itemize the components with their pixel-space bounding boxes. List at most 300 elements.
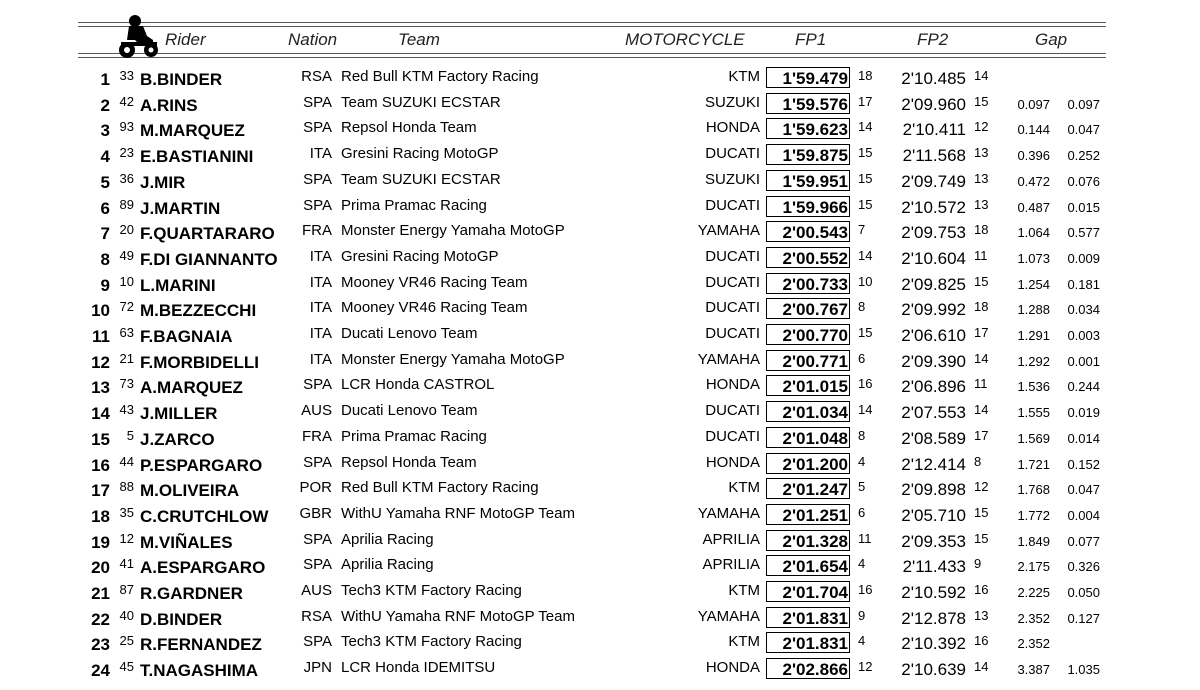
gap-to-first: 1.254 — [1017, 276, 1050, 292]
header-rule-bottom-inner — [78, 57, 1106, 58]
gap-to-first: 1.288 — [1017, 302, 1050, 318]
header-motorcycle: MOTORCYCLE — [625, 30, 745, 49]
fp1-time: 2'00.770 — [782, 326, 848, 345]
fp1-time: 1'59.951 — [782, 171, 848, 191]
gap-to-first: 1.064 — [1017, 225, 1050, 241]
fp2-time: 2'09.749 — [901, 171, 966, 191]
fp2-laps: 13 — [974, 145, 989, 161]
fp1-laps: 15 — [858, 145, 873, 161]
team: Mooney VR46 Racing Team — [341, 299, 528, 317]
gap-to-previous: 0.077 — [1067, 533, 1100, 549]
gap-to-previous: 0.181 — [1067, 276, 1100, 292]
position: 13 — [91, 378, 110, 398]
gap-to-first: 0.472 — [1017, 173, 1050, 189]
header-team: Team — [398, 30, 440, 49]
position: 21 — [91, 584, 110, 603]
fp1-time: 2'01.831 — [782, 608, 848, 628]
rider-name: J.MILLER — [140, 404, 218, 424]
motorcycle-rider-icon — [113, 12, 161, 60]
fp1-laps: 4 — [858, 556, 866, 572]
rider-number: 5 — [126, 427, 134, 443]
rider-name: A.ESPARGARO — [140, 558, 266, 578]
fp2-time: 2'09.753 — [901, 223, 966, 243]
team: Red Bull KTM Factory Racing — [341, 479, 539, 497]
position: 2 — [100, 95, 110, 115]
fp2-time: 2'05.710 — [901, 505, 966, 525]
rider-number: 41 — [119, 556, 134, 572]
team: LCR Honda CASTROL — [341, 376, 495, 394]
gap-to-previous: 0.326 — [1067, 559, 1100, 575]
team: Monster Energy Yamaha MotoGP — [341, 222, 565, 240]
gap-to-previous: 0.019 — [1067, 405, 1100, 421]
gap-to-previous: 0.076 — [1067, 173, 1100, 189]
team: Prima Pramac Racing — [341, 196, 487, 214]
fp1-laps: 12 — [858, 659, 873, 675]
fp1-laps: 15 — [858, 196, 873, 212]
fp1-time: 2'00.771 — [782, 351, 848, 371]
fp2-laps: 15 — [974, 504, 989, 520]
gap-to-previous: 0.014 — [1067, 430, 1100, 446]
motorcycle: KTM — [728, 68, 760, 85]
rider-name: E.BASTIANINI — [140, 147, 254, 167]
fp1-laps: 17 — [858, 93, 873, 109]
nation: ITA — [309, 247, 332, 265]
fp2-laps: 13 — [974, 196, 989, 212]
nation: ITA — [309, 145, 332, 163]
fp2-laps: 14 — [974, 350, 989, 366]
rider-number: 20 — [119, 222, 134, 238]
table-row — [0, 143, 1200, 169]
position: 22 — [91, 609, 110, 629]
fp1-laps: 16 — [858, 582, 873, 597]
fp1-time: 2'01.247 — [782, 480, 848, 500]
fp2-time: 2'09.960 — [901, 94, 966, 114]
rider-number: 72 — [119, 299, 134, 315]
gap-to-previous: 0.152 — [1067, 456, 1100, 472]
fp1-time: 1'59.875 — [782, 146, 848, 166]
gap-to-first: 1.569 — [1017, 430, 1050, 446]
team: Team SUZUKI ECSTAR — [341, 93, 501, 111]
gap-to-previous: 0.034 — [1067, 302, 1100, 318]
position: 19 — [91, 532, 110, 552]
fp1-laps: 8 — [858, 299, 866, 315]
gap-to-first: 0.487 — [1017, 199, 1050, 215]
team: Tech3 KTM Factory Racing — [341, 633, 522, 651]
fp2-time: 2'10.604 — [901, 248, 966, 268]
fp1-time: 1'59.576 — [782, 94, 848, 114]
fp2-laps: 14 — [974, 659, 989, 675]
gap-to-first: 0.144 — [1017, 122, 1050, 138]
rider-number: 89 — [119, 196, 134, 212]
rider-name: M.BEZZECCHI — [140, 301, 257, 321]
rider-name: R.GARDNER — [140, 584, 243, 603]
gap-to-first: 1.292 — [1017, 353, 1050, 369]
gap-to-previous: 0.003 — [1067, 328, 1100, 343]
rider-number: 45 — [119, 659, 134, 675]
table-row — [0, 220, 1200, 246]
fp1-laps: 7 — [858, 222, 866, 238]
nation: AUS — [301, 402, 332, 420]
fp2-laps: 12 — [974, 119, 989, 135]
team: WithU Yamaha RNF MotoGP Team — [341, 607, 575, 625]
fp2-laps: 9 — [974, 556, 982, 572]
fp2-time: 2'08.589 — [901, 428, 966, 448]
nation: FRA — [302, 222, 332, 240]
team: Mooney VR46 Racing Team — [341, 273, 528, 291]
table-row — [0, 631, 1200, 657]
position: 18 — [91, 506, 110, 526]
rider-number: 36 — [119, 170, 134, 186]
fp2-time: 2'09.898 — [901, 480, 966, 500]
fp2-time: 2'12.414 — [901, 454, 966, 474]
motorcycle: YAMAHA — [697, 350, 760, 368]
position: 3 — [100, 121, 110, 141]
fp2-laps: 17 — [974, 427, 989, 443]
table-row — [0, 374, 1200, 400]
table-row — [0, 246, 1200, 272]
gap-to-first: 2.225 — [1017, 585, 1050, 600]
motorcycle: YAMAHA — [697, 504, 760, 522]
fp2-laps: 13 — [974, 170, 989, 186]
gap-to-previous: 0.127 — [1067, 610, 1100, 626]
gap-to-first: 1.849 — [1017, 533, 1050, 549]
table-row — [0, 323, 1200, 349]
position: 15 — [91, 429, 110, 449]
rider-name: C.CRUTCHLOW — [140, 506, 269, 526]
fp2-laps: 16 — [974, 582, 989, 597]
motorcycle: HONDA — [705, 659, 760, 677]
motorcycle: SUZUKI — [704, 93, 760, 111]
rider-name: F.DI GIANNANTO — [140, 249, 278, 269]
rider-name: T.NAGASHIMA — [140, 661, 259, 681]
table-row — [0, 503, 1200, 529]
position: 23 — [91, 635, 110, 655]
rider-number: 88 — [119, 479, 134, 495]
motorcycle: DUCATI — [705, 196, 760, 214]
fp1-laps: 6 — [858, 504, 866, 520]
nation: SPA — [303, 196, 332, 214]
gap-to-first: 2.352 — [1017, 636, 1050, 652]
fp2-time: 2'09.353 — [901, 531, 966, 551]
nation: GBR — [299, 504, 332, 522]
position: 24 — [91, 661, 110, 681]
team: WithU Yamaha RNF MotoGP Team — [341, 504, 575, 522]
table-row — [0, 452, 1200, 478]
table-row — [0, 92, 1200, 118]
fp1-laps: 5 — [858, 479, 866, 495]
position: 20 — [91, 558, 110, 578]
fp1-time: 1'59.623 — [782, 120, 848, 140]
fp1-time: 2'01.831 — [782, 634, 848, 654]
gap-to-previous: 0.252 — [1067, 148, 1100, 164]
gap-to-first: 1.555 — [1017, 405, 1050, 421]
motorcycle: HONDA — [705, 119, 760, 137]
nation: SPA — [303, 633, 332, 651]
position: 14 — [91, 404, 110, 424]
gap-to-first: 0.396 — [1017, 148, 1050, 164]
header-fp2: FP2 — [917, 30, 949, 49]
fp2-laps: 18 — [974, 299, 989, 315]
fp2-laps: 15 — [974, 530, 989, 546]
fp2-time: 2'06.610 — [901, 326, 966, 345]
team: Gresini Racing MotoGP — [341, 145, 499, 163]
header-nation: Nation — [288, 30, 338, 49]
fp2-time: 2'10.592 — [901, 583, 966, 602]
team: Team SUZUKI ECSTAR — [341, 170, 501, 188]
team: Tech3 KTM Factory Racing — [341, 582, 522, 599]
motorcycle: DUCATI — [705, 325, 760, 342]
fp1-time: 2'01.048 — [782, 428, 848, 448]
fp2-time: 2'09.390 — [901, 351, 966, 371]
fp2-laps: 11 — [974, 376, 988, 392]
rider-number: 73 — [119, 376, 134, 392]
motorcycle: DUCATI — [705, 427, 760, 445]
fp1-time: 2'00.767 — [782, 300, 848, 320]
motorcycle: DUCATI — [705, 299, 760, 317]
nation: SPA — [303, 170, 332, 188]
team: Monster Energy Yamaha MotoGP — [341, 350, 565, 368]
position: 6 — [100, 198, 110, 218]
table-row — [0, 195, 1200, 221]
position: 5 — [100, 172, 110, 192]
rider-number: 44 — [119, 453, 134, 469]
rider-number: 25 — [119, 633, 134, 649]
fp1-time: 2'01.251 — [782, 505, 848, 525]
position: 11 — [92, 327, 110, 346]
rider-number: 33 — [119, 68, 134, 83]
rider-name: L.MARINI — [140, 275, 216, 295]
motorcycle: KTM — [728, 633, 760, 651]
fp1-laps: 15 — [858, 325, 873, 340]
gap-to-previous: 1.035 — [1067, 662, 1100, 678]
position: 16 — [91, 455, 110, 475]
gap-to-first: 0.097 — [1017, 96, 1050, 112]
table-row — [0, 349, 1200, 375]
gap-to-previous: 0.097 — [1067, 96, 1100, 112]
motorcycle: HONDA — [705, 453, 760, 471]
fp2-laps: 13 — [974, 607, 989, 623]
team: LCR Honda IDEMITSU — [341, 659, 496, 677]
rider-number: 12 — [119, 530, 134, 546]
table-row — [0, 606, 1200, 632]
team: Ducati Lenovo Team — [341, 402, 478, 420]
fp1-laps: 14 — [858, 119, 873, 135]
rider-name: M.OLIVEIRA — [140, 481, 240, 501]
rider-number: 10 — [119, 273, 134, 289]
motorcycle: DUCATI — [705, 402, 760, 420]
fp2-laps: 12 — [974, 479, 989, 495]
fp2-laps: 16 — [974, 633, 989, 649]
rider-number: 21 — [119, 350, 134, 366]
fp1-time: 2'01.015 — [782, 377, 848, 397]
fp1-time: 2'00.552 — [782, 248, 848, 268]
fp2-time: 2'10.411 — [902, 120, 966, 140]
fp2-time: 2'06.896 — [901, 377, 966, 397]
fp1-laps: 4 — [858, 633, 866, 649]
motorcycle: DUCATI — [705, 247, 760, 265]
rider-number: 93 — [119, 119, 134, 135]
rider-number: 63 — [119, 325, 134, 340]
position: 4 — [100, 147, 110, 167]
nation: ITA — [309, 273, 332, 291]
fp2-time: 2'09.992 — [901, 300, 966, 320]
gap-to-previous: 0.244 — [1067, 379, 1100, 395]
fp2-laps: 15 — [974, 273, 989, 289]
fp1-laps: 16 — [858, 376, 873, 392]
rider-name: F.MORBIDELLI — [140, 352, 259, 372]
gap-to-first: 3.387 — [1017, 662, 1050, 678]
header-rule-bottom — [78, 53, 1106, 54]
fp2-laps: 15 — [974, 93, 989, 109]
gap-to-first: 1.721 — [1017, 456, 1050, 472]
gap-to-previous: 0.001 — [1067, 353, 1100, 369]
nation: SPA — [303, 556, 332, 574]
table-row — [0, 117, 1200, 143]
rider-name: F.BAGNAIA — [140, 327, 233, 346]
fp1-time: 2'01.200 — [782, 454, 848, 474]
fp1-laps: 15 — [858, 170, 873, 186]
fp1-laps: 6 — [858, 350, 866, 366]
fp1-laps: 11 — [858, 530, 872, 546]
gap-to-first: 1.768 — [1017, 482, 1050, 498]
team: Prima Pramac Racing — [341, 427, 487, 445]
nation: FRA — [302, 427, 332, 445]
fp2-time: 2'11.433 — [902, 557, 966, 577]
rider-number: 23 — [119, 145, 134, 161]
position: 8 — [100, 249, 110, 269]
header-rule-top-inner — [78, 26, 1106, 27]
gap-to-first: 2.352 — [1017, 610, 1050, 626]
position: 12 — [91, 352, 110, 372]
gap-to-previous: 0.004 — [1067, 507, 1100, 523]
fp1-laps: 14 — [858, 402, 873, 418]
position: 1 — [100, 70, 110, 89]
table-row — [0, 580, 1200, 606]
fp2-laps: 14 — [974, 402, 989, 418]
header-fp1: FP1 — [795, 30, 827, 49]
rider-number: 35 — [119, 504, 134, 520]
fp1-time: 2'01.654 — [782, 557, 848, 577]
team: Red Bull KTM Factory Racing — [341, 68, 539, 85]
nation: POR — [299, 479, 332, 497]
rider-name: D.BINDER — [140, 609, 223, 629]
position: 9 — [100, 275, 110, 295]
motorcycle: YAMAHA — [697, 607, 760, 625]
gap-to-previous: 0.015 — [1067, 199, 1100, 215]
table-row — [0, 554, 1200, 580]
motorcycle: YAMAHA — [697, 222, 760, 240]
header-gap: Gap — [1035, 30, 1068, 49]
rider-name: F.QUARTARARO — [140, 224, 275, 244]
fp2-time: 2'09.825 — [901, 274, 966, 294]
fp1-time: 2'02.866 — [782, 660, 848, 680]
fp2-laps: 11 — [974, 247, 988, 263]
gap-to-previous: 0.050 — [1067, 585, 1100, 600]
nation: ITA — [309, 325, 332, 342]
fp1-time: 2'01.034 — [782, 403, 848, 423]
fp1-laps: 4 — [858, 453, 866, 469]
nation: SPA — [303, 530, 332, 548]
gap-to-previous: 0.047 — [1067, 482, 1100, 498]
rider-name: P.ESPARGARO — [140, 455, 263, 475]
team: Aprilia Racing — [341, 530, 434, 548]
rider-name: M.MARQUEZ — [140, 121, 245, 141]
position: 10 — [91, 301, 110, 321]
fp2-laps: 17 — [974, 325, 989, 340]
rider-number: 49 — [119, 247, 134, 263]
motorcycle: DUCATI — [705, 273, 760, 291]
fp1-laps: 8 — [858, 427, 866, 443]
table-row — [0, 477, 1200, 503]
rider-name: A.RINS — [140, 95, 198, 115]
nation: ITA — [309, 299, 332, 317]
table-row — [0, 169, 1200, 195]
rider-name: A.MARQUEZ — [140, 378, 243, 398]
fp1-time: 1'59.966 — [782, 197, 848, 217]
nation: SPA — [303, 453, 332, 471]
motorcycle: APRILIA — [702, 530, 760, 548]
nation: SPA — [303, 119, 332, 137]
rider-name: J.ZARCO — [140, 429, 215, 449]
table-row — [0, 426, 1200, 452]
fp2-time: 2'10.392 — [901, 634, 966, 654]
position: 17 — [91, 481, 110, 501]
motorcycle: APRILIA — [702, 556, 760, 574]
fp2-laps: 8 — [974, 453, 982, 469]
fp2-laps: 18 — [974, 222, 989, 238]
rider-number: 42 — [119, 93, 134, 109]
rider-name: B.BINDER — [140, 70, 223, 89]
gap-to-first: 2.175 — [1017, 559, 1050, 575]
fp2-time: 2'10.572 — [901, 197, 966, 217]
team: Aprilia Racing — [341, 556, 434, 574]
rider-number: 87 — [119, 582, 134, 597]
fp1-time: 2'01.704 — [782, 583, 848, 602]
nation: ITA — [309, 350, 332, 368]
motorcycle: KTM — [728, 582, 760, 599]
motorcycle: KTM — [728, 479, 760, 497]
rider-name: M.VIÑALES — [140, 532, 233, 552]
fp1-laps: 18 — [858, 68, 873, 83]
fp1-time: 2'01.328 — [782, 531, 848, 551]
fp1-laps: 9 — [858, 607, 866, 623]
fp1-time: 1'59.479 — [782, 69, 848, 88]
fp1-time: 2'00.543 — [782, 223, 848, 243]
fp2-time: 2'12.878 — [901, 608, 966, 628]
nation: JPN — [303, 659, 332, 677]
team: Gresini Racing MotoGP — [341, 247, 499, 265]
nation: SPA — [303, 93, 332, 111]
rider-number: 43 — [119, 402, 134, 418]
fp1-laps: 14 — [858, 247, 873, 263]
gap-to-previous: 0.577 — [1067, 225, 1100, 241]
fp1-laps: 10 — [858, 273, 873, 289]
header-rider: Rider — [165, 30, 206, 49]
gap-to-first: 1.073 — [1017, 250, 1050, 266]
gap-to-first: 1.772 — [1017, 507, 1050, 523]
rider-name: J.MIR — [140, 172, 186, 192]
gap-to-first: 1.536 — [1017, 379, 1050, 395]
team: Repsol Honda Team — [341, 119, 477, 137]
team: Ducati Lenovo Team — [341, 325, 478, 342]
gap-to-previous: 0.009 — [1067, 250, 1100, 266]
fp1-time: 2'00.733 — [782, 274, 848, 294]
gap-to-previous: 0.047 — [1067, 122, 1100, 138]
rider-name: R.FERNANDEZ — [140, 635, 262, 655]
fp2-time: 2'11.568 — [902, 146, 966, 166]
fp2-time: 2'10.485 — [901, 69, 966, 88]
table-row — [0, 657, 1200, 683]
